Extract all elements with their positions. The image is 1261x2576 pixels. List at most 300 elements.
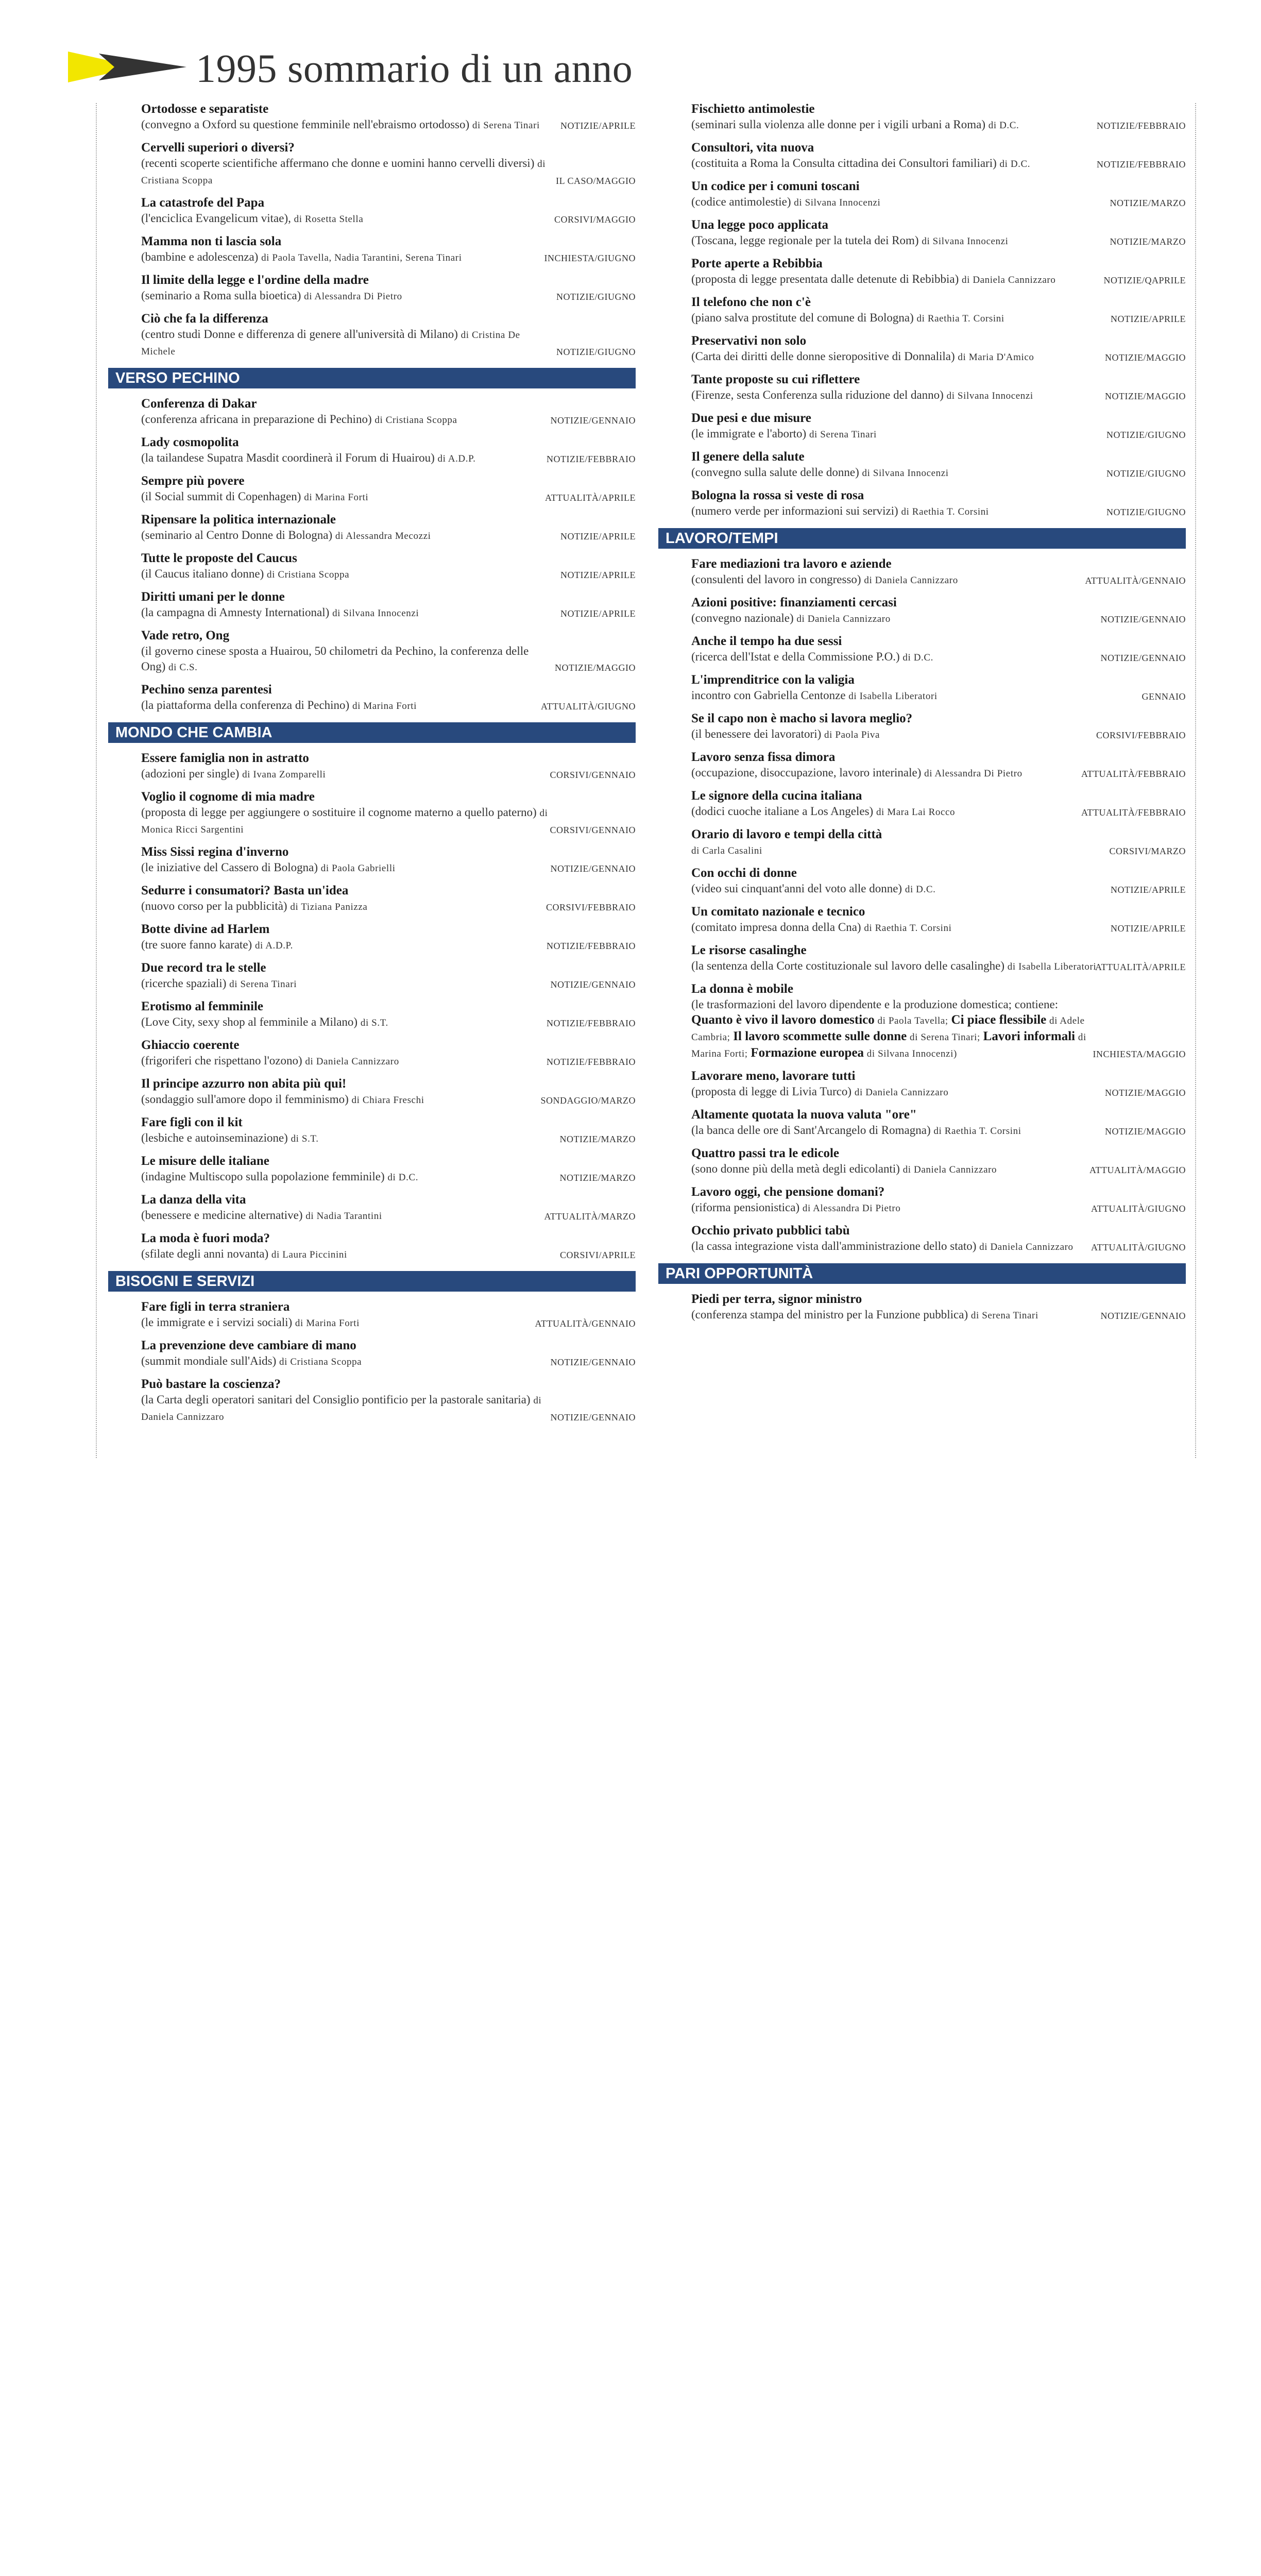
item-description-text: (consulenti del lavoro in congresso) bbox=[691, 573, 861, 586]
list-item bbox=[646, 749, 1186, 782]
article-title: Formazione europea bbox=[751, 1046, 864, 1060]
list-item bbox=[646, 942, 1186, 975]
list-item bbox=[96, 1299, 636, 1331]
item-description-text: (sondaggio sull'amore dopo il femminismo) bbox=[141, 1093, 349, 1106]
item-title: Botte divine ad Harlem bbox=[141, 922, 270, 936]
item-title: La catastrofe del Papa bbox=[141, 196, 265, 210]
item-rubric: NOTIZIE/FEBBRAIO bbox=[547, 454, 636, 464]
item-description-text: (codice antimolestie) bbox=[691, 195, 791, 208]
item-author: di C.S. bbox=[168, 662, 198, 673]
item-rubric: IL CASO/MAGGIO bbox=[556, 176, 636, 186]
item-description-text: (le trasformazioni del lavoro dipendente e la produzione domestica; contiene: bbox=[691, 998, 1059, 1011]
item-rubric: NOTIZIE/GENNAIO bbox=[550, 863, 636, 874]
item-description-text: (proposta di legge di Livia Turco) bbox=[691, 1085, 852, 1098]
item-author: di D.C. bbox=[902, 652, 933, 663]
item-author: di Daniela Cannizzaro bbox=[854, 1087, 949, 1098]
list-item bbox=[646, 633, 1186, 666]
item-title: La donna è mobile bbox=[691, 982, 793, 996]
item-title: Un codice per i comuni toscani bbox=[691, 179, 860, 193]
list-item bbox=[96, 512, 636, 544]
item-author: di Monica Ricci Sargentini bbox=[141, 808, 548, 835]
item-title: Erotismo al femminile bbox=[141, 999, 263, 1013]
item-rubric: NOTIZIE/GIUGNO bbox=[1106, 430, 1186, 440]
item-description-text: (centro studi Donne e differenza di genere all'università di Milano) bbox=[141, 328, 458, 341]
item-description-text: (dodici cuoche italiane a Los Angeles) bbox=[691, 805, 874, 818]
item-description-text: (il Social summit di Copenhagen) bbox=[141, 490, 301, 503]
item-description-text: (indagine Multiscopo sulla popolazione femminile) bbox=[141, 1170, 385, 1183]
item-title: Sedurre i consumatori? Basta un'idea bbox=[141, 884, 349, 897]
item-description-text: (ricerca dell'Istat e della Commissione P.O.) bbox=[691, 650, 900, 663]
item-rubric: ATTUALITÀ/GENNAIO bbox=[1085, 575, 1186, 586]
item-rubric: CORSIVI/MARZO bbox=[1109, 846, 1186, 856]
item-title: Lavoro oggi, che pensione domani? bbox=[691, 1185, 885, 1199]
item-rubric: NOTIZIE/GIUGNO bbox=[556, 292, 636, 302]
column-divider bbox=[1195, 103, 1196, 1458]
list-item bbox=[96, 921, 636, 954]
page-header bbox=[0, 0, 1261, 103]
item-title: Piedi per terra, signor ministro bbox=[691, 1292, 862, 1306]
item-author: di D.C. bbox=[999, 159, 1031, 170]
item-author: di Maria D'Amico bbox=[958, 352, 1034, 363]
list-item bbox=[96, 682, 636, 714]
item-author: di Adele Cambria; bbox=[691, 1015, 1085, 1043]
item-rubric: CORSIVI/FEBBRAIO bbox=[1096, 730, 1186, 740]
item-rubric: NOTIZIE/GIUGNO bbox=[1106, 507, 1186, 517]
item-title: Le signore della cucina italiana bbox=[691, 789, 862, 803]
item-author: di Alessandra Di Pietro bbox=[304, 291, 402, 302]
item-author: di Cristiana Scoppa bbox=[141, 159, 546, 186]
item-rubric: ATTUALITÀ/MAGGIO bbox=[1089, 1165, 1186, 1175]
item-description-text: (adozioni per single) bbox=[141, 767, 240, 780]
item-title: Anche il tempo ha due sessi bbox=[691, 634, 842, 648]
item-description-text: (le iniziative del Cassero di Bologna) bbox=[141, 861, 318, 874]
section-header: VERSO PECHINO bbox=[108, 368, 636, 388]
item-author: di Alessandra Mecozzi bbox=[335, 531, 431, 541]
item-rubric: NOTIZIE/FEBBRAIO bbox=[1097, 121, 1186, 131]
item-author: di Chiara Freschi bbox=[351, 1095, 424, 1106]
item-title: Pechino senza parentesi bbox=[141, 683, 272, 697]
item-title: Fare figli in terra straniera bbox=[141, 1300, 290, 1314]
list-item bbox=[646, 256, 1186, 288]
item-author: di Alessandra Di Pietro bbox=[924, 768, 1023, 779]
item-title: Bologna la rossa si veste di rosa bbox=[691, 488, 864, 502]
item-description-text: (Firenze, sesta Conferenza sulla riduzione del danno) bbox=[691, 388, 944, 401]
list-item bbox=[646, 1291, 1186, 1324]
item-author: di Raethia T. Corsini bbox=[916, 313, 1004, 324]
item-rubric: NOTIZIE/GENNAIO bbox=[550, 1357, 636, 1367]
item-rubric: GENNAIO bbox=[1141, 691, 1186, 702]
item-author: di Marina Forti bbox=[352, 701, 417, 711]
item-description-text: (convegno sulla salute delle donne) bbox=[691, 466, 859, 479]
article-title: Lavori informali bbox=[983, 1029, 1076, 1043]
item-description-text: (benessere e medicine alternative) bbox=[141, 1209, 303, 1222]
item-title: Lady cosmopolita bbox=[141, 435, 239, 449]
list-item bbox=[96, 550, 636, 583]
item-description-text: (sfilate degli anni novanta) bbox=[141, 1247, 269, 1260]
item-title: Occhio privato pubblici tabù bbox=[691, 1224, 850, 1238]
item-title: Fare mediazioni tra lavoro e aziende bbox=[691, 557, 892, 571]
article-title: Il lavoro scommette sulle donne bbox=[733, 1029, 907, 1043]
list-item bbox=[96, 883, 636, 915]
item-rubric: NOTIZIE/GENNAIO bbox=[1100, 614, 1186, 624]
item-title: Lavorare meno, lavorare tutti bbox=[691, 1069, 856, 1083]
list-item bbox=[96, 998, 636, 1031]
item-rubric: INCHIESTA/MAGGIO bbox=[1093, 1049, 1186, 1059]
item-author: di Laura Piccinini bbox=[271, 1249, 347, 1260]
item-description-text: (seminario al Centro Donne di Bologna) bbox=[141, 529, 333, 541]
item-author: di Silvana Innocenzi bbox=[862, 468, 949, 479]
item-author: di Raethia T. Corsini bbox=[901, 506, 989, 517]
item-rubric: NOTIZIE/GENNAIO bbox=[550, 979, 636, 990]
item-author: di Daniela Cannizzaro bbox=[864, 575, 958, 586]
item-author: di A.D.P. bbox=[254, 940, 293, 951]
list-item bbox=[646, 710, 1186, 743]
list-item bbox=[646, 140, 1186, 172]
list-item bbox=[96, 750, 636, 783]
arrow-icon bbox=[68, 46, 192, 88]
list-item bbox=[96, 589, 636, 621]
item-title: Il telefono che non c'è bbox=[691, 295, 811, 309]
item-author: di Daniela Cannizzaro bbox=[902, 1164, 997, 1175]
item-author: di Serena Tinari bbox=[809, 429, 877, 440]
item-author: di Marina Forti; bbox=[691, 1032, 1086, 1059]
item-description-text: (video sui cinquant'anni del voto alle donne) bbox=[691, 882, 902, 895]
list-item bbox=[96, 396, 636, 428]
item-rubric: NOTIZIE/APRILE bbox=[560, 608, 636, 619]
item-rubric: NOTIZIE/APRILE bbox=[1111, 314, 1186, 324]
item-description-text: (la tailandese Supatra Masdit coordinerà il Forum di Huairou) bbox=[141, 451, 435, 464]
list-item bbox=[96, 1192, 636, 1224]
item-rubric: NOTIZIE/MAGGIO bbox=[1105, 1126, 1186, 1137]
item-author: di Serena Tinari; bbox=[910, 1032, 980, 1043]
item-author: di Serena Tinari bbox=[970, 1310, 1038, 1321]
list-item bbox=[646, 1107, 1186, 1139]
list-item bbox=[646, 556, 1186, 588]
item-description-text: (ricerche spaziali) bbox=[141, 977, 227, 990]
left-column bbox=[96, 101, 636, 1431]
item-description-text: (tre suore fanno karate) bbox=[141, 938, 252, 951]
item-author: di Carla Casalini bbox=[691, 845, 762, 856]
item-rubric: ATTUALITÀ/FEBBRAIO bbox=[1081, 769, 1186, 779]
item-author: di Serena Tinari bbox=[229, 979, 297, 990]
page-footer bbox=[0, 1484, 1261, 1556]
item-author: di S.T. bbox=[291, 1133, 319, 1144]
item-title: Vade retro, Ong bbox=[141, 629, 230, 642]
item-rubric: NOTIZIE/MAGGIO bbox=[1105, 352, 1186, 363]
item-title: Tutte le proposte del Caucus bbox=[141, 551, 297, 565]
item-description-text: (il Caucus italiano donne) bbox=[141, 567, 264, 580]
item-author: di Cristiana Scoppa bbox=[267, 569, 350, 580]
item-author: di Paola Tavella; bbox=[877, 1015, 948, 1026]
item-description-text: (convegno a Oxford su questione femminile nell'ebraismo ortodosso) bbox=[141, 118, 470, 131]
item-description-text: (Toscana, legge regionale per la tutela dei Rom) bbox=[691, 234, 919, 247]
list-item bbox=[96, 844, 636, 876]
item-title: Lavoro senza fissa dimora bbox=[691, 750, 836, 764]
item-rubric: NOTIZIE/MAGGIO bbox=[1105, 391, 1186, 401]
item-rubric: NOTIZIE/GENNAIO bbox=[1100, 653, 1186, 663]
list-item bbox=[96, 233, 636, 266]
item-description-text: (seminari sulla violenza alle donne per i vigili urbani a Roma) bbox=[691, 118, 985, 131]
list-item bbox=[96, 789, 636, 838]
item-rubric: CORSIVI/GENNAIO bbox=[550, 770, 636, 780]
article-title: Ci piace flessibile bbox=[951, 1013, 1047, 1027]
item-description-text: (la cassa integrazione vista dall'amministrazione dello stato) bbox=[691, 1240, 977, 1252]
item-description-text: (le immigrate e l'aborto) bbox=[691, 427, 807, 440]
item-title: Ghiaccio coerente bbox=[141, 1038, 240, 1052]
item-rubric: NOTIZIE/APRILE bbox=[1111, 885, 1186, 895]
list-item bbox=[96, 272, 636, 304]
list-item bbox=[96, 1037, 636, 1070]
item-title: Voglio il cognome di mia madre bbox=[141, 790, 315, 804]
item-rubric: NOTIZIE/FEBBRAIO bbox=[1097, 159, 1186, 170]
item-title: Quattro passi tra le edicole bbox=[691, 1146, 839, 1160]
list-item bbox=[646, 1223, 1186, 1255]
item-rubric: NOTIZIE/MAGGIO bbox=[555, 663, 636, 673]
item-rubric: NOTIZIE/FEBBRAIO bbox=[547, 1057, 636, 1067]
right-column bbox=[646, 101, 1186, 1330]
item-author: di Rosetta Stella bbox=[294, 214, 364, 225]
section-header: PARI OPPORTUNITÀ bbox=[658, 1263, 1186, 1284]
item-description-text: (le immigrate e i servizi sociali) bbox=[141, 1316, 293, 1329]
item-author: di D.C. bbox=[387, 1172, 419, 1183]
item-title: Un comitato nazionale e tecnico bbox=[691, 905, 865, 919]
item-description-text: (Carta dei diritti delle donne sieropositive di Donnalila) bbox=[691, 350, 955, 363]
item-author: di Daniela Cannizzaro bbox=[305, 1056, 399, 1067]
item-author: di Raethia T. Corsini bbox=[864, 923, 952, 934]
item-rubric: ATTUALITÀ/MARZO bbox=[544, 1211, 636, 1222]
item-description-text: (nuovo corso per la pubblicità) bbox=[141, 900, 287, 912]
item-author: di Tiziana Panizza bbox=[290, 902, 368, 912]
item-description-text: (la banca delle ore di Sant'Arcangelo di Romagna) bbox=[691, 1124, 931, 1137]
list-item bbox=[646, 672, 1186, 704]
item-rubric: NOTIZIE/MAGGIO bbox=[1105, 1088, 1186, 1098]
item-title: Altamente quotata la nuova valuta "ore" bbox=[691, 1108, 917, 1122]
list-item bbox=[96, 1114, 636, 1147]
item-rubric: NOTIZIE/MARZO bbox=[559, 1173, 636, 1183]
item-title: Una legge poco applicata bbox=[691, 218, 828, 232]
item-description-text: (summit mondiale sull'Aids) bbox=[141, 1354, 277, 1367]
item-rubric: CORSIVI/GENNAIO bbox=[550, 825, 636, 835]
item-description-text: (proposta di legge per aggiungere o sostituire il cognome materno a quello paterno) bbox=[141, 806, 537, 819]
item-author: di Mara Lai Rocco bbox=[876, 807, 956, 818]
item-title: Due record tra le stelle bbox=[141, 961, 266, 975]
item-rubric: ATTUALITÀ/FEBBRAIO bbox=[1081, 807, 1186, 818]
item-rubric: NOTIZIE/FEBBRAIO bbox=[547, 941, 636, 951]
item-author: di Daniela Cannizzaro bbox=[141, 1395, 542, 1422]
item-author: di Raethia T. Corsini bbox=[933, 1126, 1021, 1137]
item-rubric: CORSIVI/FEBBRAIO bbox=[546, 902, 636, 912]
item-description-text: (numero verde per informazioni sui servizi) bbox=[691, 504, 898, 517]
item-description-text: (convegno nazionale) bbox=[691, 612, 794, 624]
item-description-text: (Love City, sexy shop al femminile a Milano) bbox=[141, 1015, 358, 1028]
item-title: Azioni positive: finanziamenti cercasi bbox=[691, 596, 897, 609]
item-author: di Cristiana Scoppa bbox=[279, 1357, 362, 1367]
item-description-text: (la piattaforma della conferenza di Pechino) bbox=[141, 699, 350, 711]
item-author: di Isabella Liberatori bbox=[848, 691, 938, 702]
item-rubric: NOTIZIE/FEBBRAIO bbox=[547, 1018, 636, 1028]
list-item bbox=[96, 311, 636, 360]
item-title: Due pesi e due misure bbox=[691, 411, 811, 425]
item-title: Essere famiglia non in astratto bbox=[141, 751, 309, 765]
item-title: Il genere della salute bbox=[691, 450, 805, 464]
item-rubric: NOTIZIE/APRILE bbox=[560, 570, 636, 580]
item-author: di S.T. bbox=[360, 1018, 388, 1028]
item-author: di Marina Forti bbox=[295, 1318, 360, 1329]
item-description-text: (la sentenza della Corte costituzionale sul lavoro delle casalinghe) bbox=[691, 959, 1004, 972]
item-title: La danza della vita bbox=[141, 1193, 246, 1207]
item-rubric: ATTUALITÀ/APRILE bbox=[1095, 962, 1186, 972]
item-title: Porte aperte a Rebibbia bbox=[691, 257, 823, 270]
item-rubric: SONDAGGIO/MARZO bbox=[540, 1095, 636, 1106]
item-description-text: (frigoriferi che rispettano l'ozono) bbox=[141, 1054, 302, 1067]
list-item bbox=[96, 473, 636, 505]
item-title: Orario di lavoro e tempi della città bbox=[691, 827, 882, 841]
item-author: di Silvana Innocenzi bbox=[946, 391, 1033, 401]
list-item bbox=[646, 595, 1186, 627]
item-author: di Daniela Cannizzaro bbox=[796, 614, 891, 624]
section-header: LAVORO/TEMPI bbox=[658, 528, 1186, 549]
list-item bbox=[646, 294, 1186, 327]
list-item bbox=[96, 1337, 636, 1370]
item-rubric: ATTUALITÀ/GENNAIO bbox=[535, 1318, 636, 1329]
item-rubric: NOTIZIE/GENNAIO bbox=[1100, 1311, 1186, 1321]
item-rubric: ATTUALITÀ/GIUGNO bbox=[1091, 1242, 1186, 1252]
item-author: di A.D.P. bbox=[437, 453, 476, 464]
item-author: di Nadia Tarantini bbox=[305, 1211, 382, 1222]
list-item bbox=[646, 217, 1186, 249]
item-description-text: (il benessere dei lavoratori) bbox=[691, 727, 822, 740]
list-item bbox=[646, 410, 1186, 443]
item-title: La prevenzione deve cambiare di mano bbox=[141, 1338, 356, 1352]
item-description-text: (la campagna di Amnesty International) bbox=[141, 606, 330, 619]
item-rubric: NOTIZIE/MARZO bbox=[1110, 198, 1186, 208]
list-item bbox=[646, 826, 1186, 859]
list-item bbox=[646, 449, 1186, 481]
list-item bbox=[96, 628, 636, 675]
item-author: di Paola Tavella, Nadia Tarantini, Serena Tinari bbox=[261, 252, 462, 263]
item-author: di Silvana Innocenzi) bbox=[866, 1048, 957, 1059]
item-description-text: (piano salva prostitute del comune di Bologna) bbox=[691, 311, 914, 324]
item-title: Le misure delle italiane bbox=[141, 1154, 269, 1168]
list-item bbox=[96, 1230, 636, 1263]
list-item bbox=[646, 981, 1186, 1062]
item-description-text: incontro con Gabriella Centonze bbox=[691, 689, 846, 702]
article-title: Quanto è vivo il lavoro domestico bbox=[691, 1013, 875, 1027]
item-author: di Marina Forti bbox=[304, 492, 369, 503]
item-description-text: (occupazione, disoccupazione, lavoro interinale) bbox=[691, 766, 922, 779]
item-description-text: (l'enciclica Evangelicum vitae), bbox=[141, 212, 291, 225]
item-author: di Paola Gabrielli bbox=[320, 863, 396, 874]
item-author: di Serena Tinari bbox=[472, 120, 540, 131]
list-item bbox=[646, 1068, 1186, 1100]
item-title: Fare figli con il kit bbox=[141, 1115, 243, 1129]
item-title: Fischietto antimolestie bbox=[691, 102, 815, 116]
item-description-text: (seminario a Roma sulla bioetica) bbox=[141, 289, 301, 302]
item-author: di Daniela Cannizzaro bbox=[979, 1242, 1073, 1252]
item-title: Il limite della legge e l'ordine della madre bbox=[141, 273, 369, 287]
item-author: di D.C. bbox=[988, 120, 1019, 131]
item-author: di Daniela Cannizzaro bbox=[961, 275, 1056, 285]
item-description bbox=[691, 688, 1186, 704]
item-rubric: NOTIZIE/MARZO bbox=[1110, 236, 1186, 247]
item-description-text: (recenti scoperte scientifiche affermano che donne e uomini hanno cervelli diversi) bbox=[141, 157, 535, 170]
item-title: Ripensare la politica internazionale bbox=[141, 513, 336, 527]
list-item bbox=[96, 101, 636, 133]
section-header: BISOGNI E SERVIZI bbox=[108, 1271, 636, 1292]
item-rubric: NOTIZIE/MARZO bbox=[559, 1134, 636, 1144]
item-rubric: NOTIZIE/GIUGNO bbox=[556, 347, 636, 357]
item-title: Se il capo non è macho si lavora meglio? bbox=[691, 711, 913, 725]
list-item bbox=[646, 333, 1186, 365]
item-author: di Cristina De Michele bbox=[141, 330, 520, 357]
item-author: di Ivana Zomparelli bbox=[242, 769, 326, 780]
item-title: La moda è fuori moda? bbox=[141, 1231, 270, 1245]
item-title: Il principe azzurro non abita più qui! bbox=[141, 1077, 347, 1091]
list-item bbox=[96, 1376, 636, 1425]
item-title: Consultori, vita nuova bbox=[691, 141, 814, 155]
item-title: Preservativi non solo bbox=[691, 334, 807, 348]
list-item bbox=[646, 487, 1186, 520]
item-rubric: ATTUALITÀ/APRILE bbox=[545, 493, 636, 503]
item-author: di D.C. bbox=[905, 884, 936, 895]
list-item bbox=[96, 434, 636, 467]
item-title: Diritti umani per le donne bbox=[141, 590, 285, 604]
item-rubric: NOTIZIE/APRILE bbox=[1111, 923, 1186, 934]
item-rubric: NOTIZIE/GENNAIO bbox=[550, 415, 636, 426]
item-title: Tante proposte su cui riflettere bbox=[691, 372, 860, 386]
item-description-text: (sono donne più della metà degli edicolanti) bbox=[691, 1162, 900, 1175]
item-author: di Cristiana Scoppa bbox=[374, 415, 457, 426]
item-title: L'imprenditrice con la valigia bbox=[691, 673, 855, 687]
page-title: 1995 sommario di un anno bbox=[196, 46, 633, 91]
item-description-text: (riforma pensionistica) bbox=[691, 1201, 800, 1214]
item-rubric: NOTIZIE/GENNAIO bbox=[550, 1412, 636, 1422]
item-description-text: (costituita a Roma la Consulta cittadina dei Consultori familiari) bbox=[691, 157, 997, 170]
item-description-text: (lesbiche e autoinseminazione) bbox=[141, 1131, 288, 1144]
item-rubric: ATTUALITÀ/GIUGNO bbox=[541, 701, 636, 711]
list-item bbox=[96, 1153, 636, 1185]
item-title: Miss Sissi regina d'inverno bbox=[141, 845, 289, 859]
item-title: Mamma non ti lascia sola bbox=[141, 234, 282, 248]
item-rubric: CORSIVI/MAGGIO bbox=[554, 214, 636, 225]
item-author: di Silvana Innocenzi bbox=[922, 236, 1009, 247]
item-description-text: (bambine e adolescenza) bbox=[141, 250, 259, 263]
list-item bbox=[646, 178, 1186, 211]
list-item bbox=[96, 195, 636, 227]
item-title: Con occhi di donne bbox=[691, 866, 797, 880]
list-item bbox=[646, 865, 1186, 897]
item-rubric: INCHIESTA/GIUGNO bbox=[544, 253, 636, 263]
item-author: di Silvana Innocenzi bbox=[794, 197, 881, 208]
item-description-text: (conferenza stampa del ministro per la Funzione pubblica) bbox=[691, 1308, 968, 1321]
list-item bbox=[646, 101, 1186, 133]
item-title: Cervelli superiori o diversi? bbox=[141, 141, 295, 155]
item-title: Sempre più povere bbox=[141, 474, 245, 488]
list-item bbox=[96, 960, 636, 992]
item-title: Può bastare la coscienza? bbox=[141, 1377, 281, 1391]
list-item bbox=[646, 904, 1186, 936]
item-author: di Paola Piva bbox=[824, 730, 880, 740]
item-author: di Alessandra Di Pietro bbox=[802, 1203, 901, 1214]
item-rubric: CORSIVI/APRILE bbox=[559, 1250, 636, 1260]
list-item bbox=[96, 1076, 636, 1108]
item-title: Ciò che fa la differenza bbox=[141, 312, 268, 326]
section-header: MONDO CHE CAMBIA bbox=[108, 722, 636, 743]
item-author: di Silvana Innocenzi bbox=[332, 608, 419, 619]
item-rubric: NOTIZIE/APRILE bbox=[560, 121, 636, 131]
item-description-text: (conferenza africana in preparazione di Pechino) bbox=[141, 413, 372, 426]
item-title: Ortodosse e separatiste bbox=[141, 102, 269, 116]
